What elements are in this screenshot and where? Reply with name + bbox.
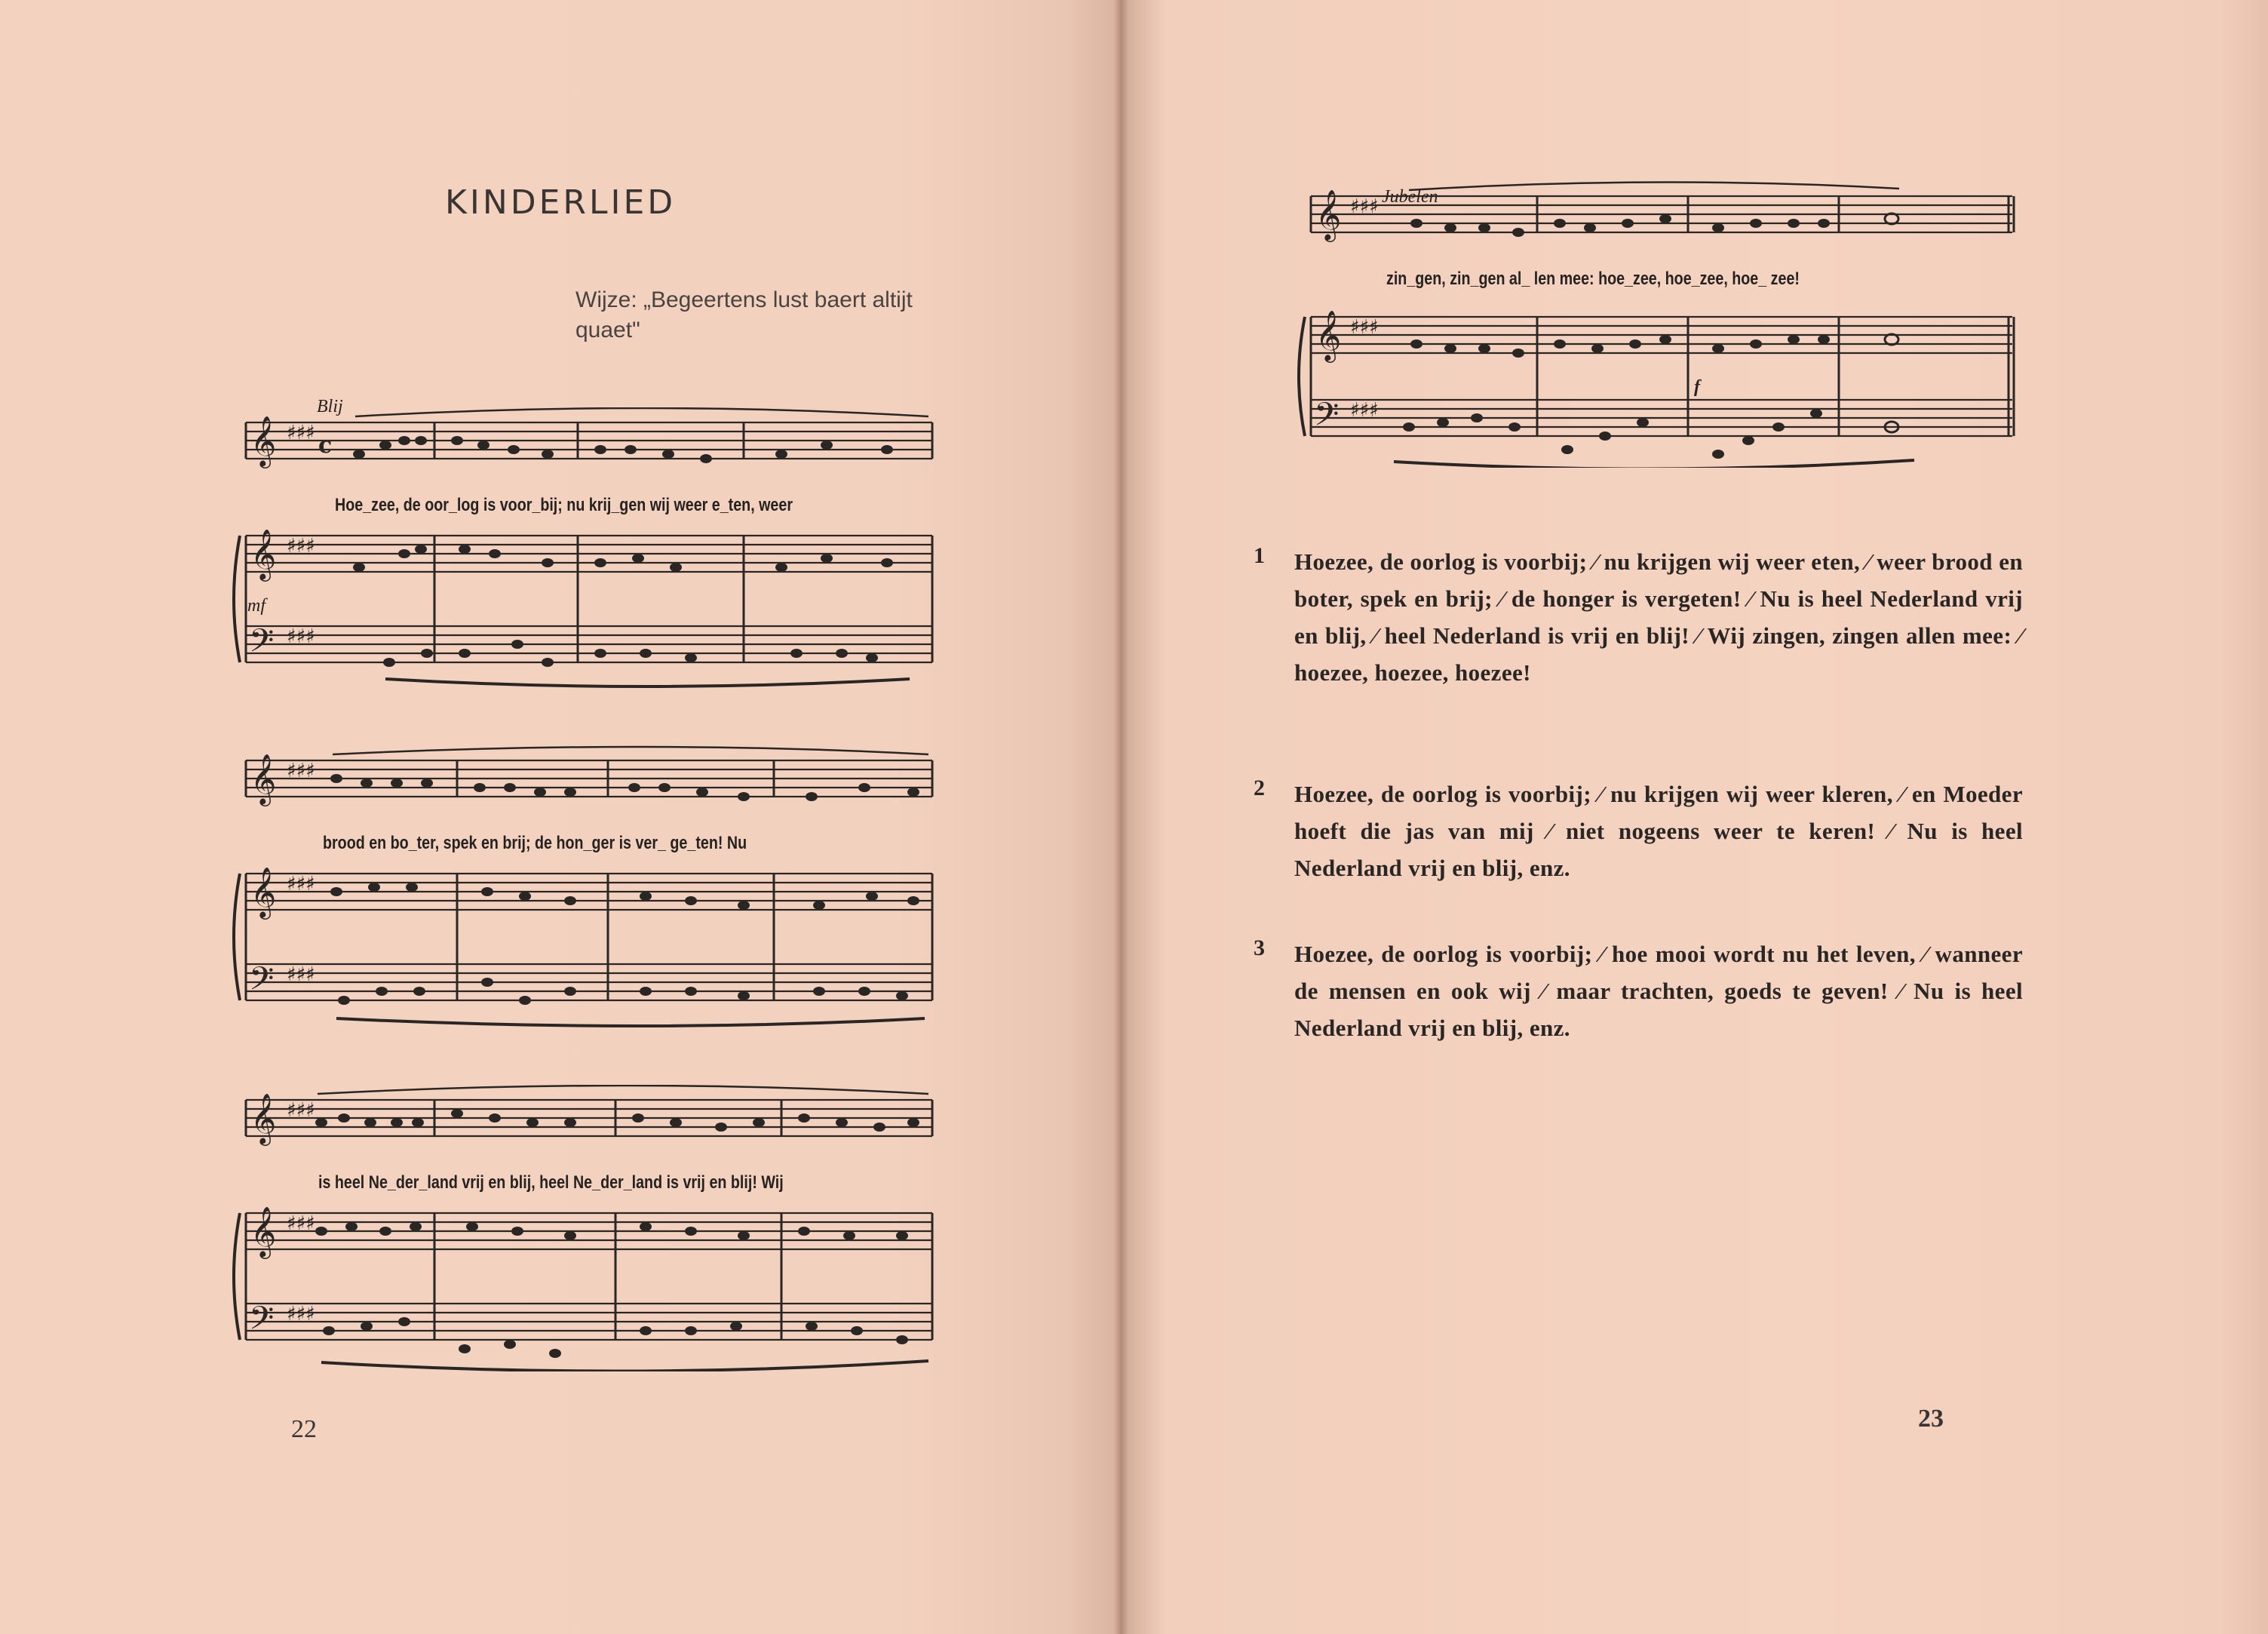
verse-number: 2: [1254, 776, 1265, 800]
svg-text:𝄞: 𝄞: [250, 415, 277, 466]
svg-text:𝄞: 𝄞: [250, 753, 277, 804]
svg-text:𝄞: 𝄞: [250, 528, 277, 579]
piano-treble-staff: [246, 528, 932, 582]
piano-bass-staff: [1311, 396, 2012, 468]
lyrics-line-2: brood en bo_ter, spek en brij; de hon_ger is ver_ ge_ten! Nu: [323, 833, 747, 853]
svg-text:𝄢: 𝄢: [249, 960, 275, 1006]
verse-text: Hoezee, de oorlog is voorbij; ⁄ hoe mooi wordt nu het leven, ⁄ wanneer de mensen en ook wij ⁄ maar trachten, goeds te geven! ⁄ Nu is heel Nederland vrij en blij, enz.: [1294, 941, 2023, 1041]
svg-text:𝄢: 𝄢: [249, 1300, 275, 1345]
svg-text:𝄞: 𝄞: [1315, 189, 1342, 240]
dynamic-marking-forte: f: [1694, 377, 1700, 397]
svg-text:♯♯♯: ♯♯♯: [287, 963, 315, 986]
piano-bass-staff: [246, 960, 932, 1026]
score-system-3: [223, 1085, 940, 1371]
verse-text: Hoezee, de oorlog is voorbij; ⁄ nu krijgen wij weer kleren, ⁄ en Moeder hoeft die jas van mij ⁄ niet nogeens weer te keren! ⁄ Nu is heel Nederland vrij en blij, enz.: [1294, 781, 2023, 881]
svg-text:♯♯♯: ♯♯♯: [287, 1303, 315, 1325]
melody-staff: [246, 747, 932, 806]
svg-text:𝄞: 𝄞: [250, 866, 277, 917]
piano-bass-staff: [246, 622, 932, 686]
melody-staff: [246, 408, 932, 468]
svg-text:♯♯♯: ♯♯♯: [287, 625, 315, 648]
tempo-marking: Blij: [317, 397, 343, 416]
tempo-marking-jubelen: Jubelen: [1382, 187, 1438, 207]
lyrics-line-1: Hoe_zee, de oor_log is voor_bij; nu krij_gen wij weer e_ten, weer: [335, 495, 793, 515]
svg-text:♯♯♯: ♯♯♯: [287, 422, 315, 444]
score-system-2: [223, 745, 940, 1032]
lyrics-line-3: is heel Ne_der_land vrij en blij, heel Ne_der_land is vrij en blij! Wij: [318, 1172, 784, 1193]
svg-text:♯♯♯: ♯♯♯: [287, 535, 315, 557]
melody-staff: [246, 1086, 932, 1146]
svg-text:♯♯♯: ♯♯♯: [1350, 316, 1379, 339]
piano-bass-staff: [246, 1300, 932, 1371]
piano-treble-staff: [246, 866, 932, 920]
verse-number: 1: [1254, 543, 1265, 568]
svg-text:c: c: [318, 432, 333, 459]
svg-text:♯♯♯: ♯♯♯: [287, 873, 315, 895]
piano-treble-staff: [246, 1206, 932, 1259]
page-number: 22: [291, 1415, 317, 1443]
score-system-1: [223, 407, 940, 694]
svg-text:𝄢: 𝄢: [249, 622, 275, 668]
verse-number: 3: [1254, 935, 1265, 960]
svg-text:♯♯♯: ♯♯♯: [287, 1212, 315, 1235]
score-system-4: [1296, 181, 2035, 468]
svg-text:𝄞: 𝄞: [250, 1206, 277, 1257]
svg-text:𝄢: 𝄢: [1314, 396, 1340, 441]
svg-text:♯♯♯: ♯♯♯: [287, 1099, 315, 1122]
tune-reference: Wijze: „Begeertens lust baert altijt quaet": [575, 287, 913, 342]
dynamic-marking: mf: [247, 596, 265, 616]
page-number: 23: [1918, 1405, 1944, 1433]
svg-text:♯♯♯: ♯♯♯: [287, 760, 315, 782]
left-page: [0, 0, 1120, 1634]
svg-text:𝄞: 𝄞: [250, 1092, 277, 1144]
song-title: KINDERLIED: [445, 183, 677, 222]
svg-text:♯♯♯: ♯♯♯: [1350, 399, 1379, 422]
svg-text:♯♯♯: ♯♯♯: [1350, 195, 1379, 218]
piano-treble-staff: [1311, 309, 2012, 363]
svg-text:𝄞: 𝄞: [1315, 309, 1342, 361]
book-spine: [1113, 0, 1128, 1634]
verse-text: Hoezee, de oorlog is voorbij; ⁄ nu krijgen wij weer eten, ⁄ weer brood en boter, spek en brij; ⁄ de honger is vergeten! ⁄ Nu is heel Nederland vrij en blij, ⁄ heel Nederland is vrij en blij! ⁄ Wij zingen, zingen allen mee: ⁄ hoezee, hoezee, hoezee!: [1294, 548, 2023, 686]
lyrics-line-4: zin_gen, zin_gen al_ len mee: hoe_zee, hoe_zee, hoe_ zee!: [1386, 269, 1800, 289]
